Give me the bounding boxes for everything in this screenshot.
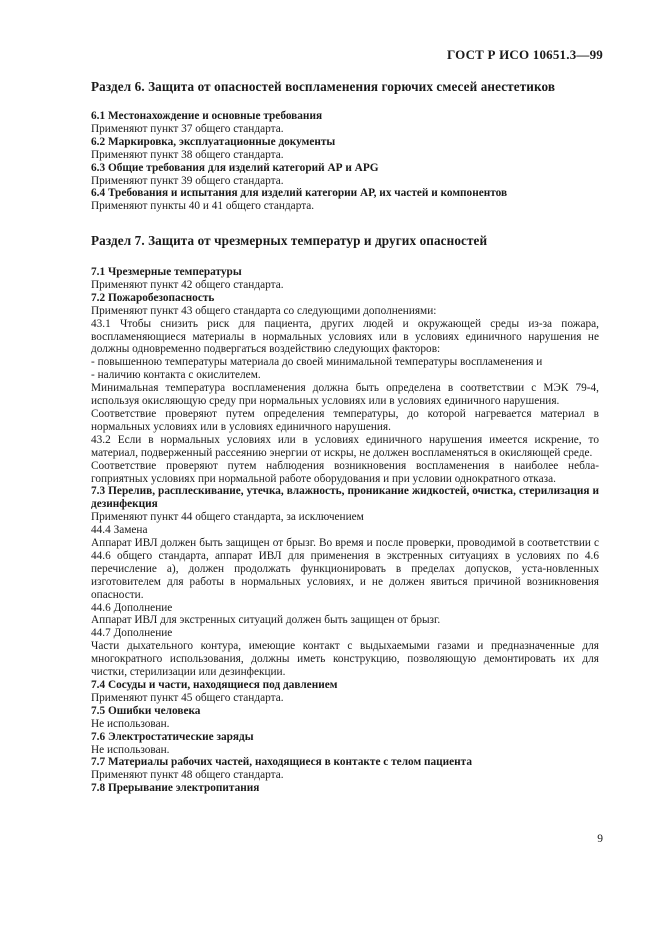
section-7-title: Раздел 7. Защита от чрезмерных температур и других опасностей	[91, 233, 488, 248]
subitem-44-6: 44.6 Дополнение	[91, 601, 173, 614]
item-7-1-text: Применяют пункт 42 общего стандарта.	[91, 278, 284, 291]
standard-code-header: ГОСТ Р ИСО 10651.3—99	[446, 47, 603, 62]
page-number: 9	[597, 833, 603, 845]
item-7-1-heading: 7.1 Чрезмерные температуры	[91, 266, 242, 278]
subitem-44-7: 44.7 Дополнение	[91, 627, 173, 640]
item-7-7-text: Применяют пункт 48 общего стандарта.	[91, 769, 284, 782]
item-7-3-text: Применяют пункт 44 общего стандарта, за исключением	[91, 511, 364, 524]
item-6-4-text: Применяют пункты 40 и 41 общего стандарта.	[91, 200, 315, 213]
item-7-5-heading: 7.5 Ошибки человека	[91, 704, 201, 717]
item-7-6-text: Не использован.	[91, 743, 170, 756]
item-7-2-heading: 7.2 Пожаробезопасность	[91, 291, 215, 304]
item-6-2-text: Применяют пункт 38 общего стандарта.	[91, 148, 284, 161]
subitem-44-4: 44.4 Замена	[91, 524, 148, 537]
para-44-4: Аппарат ИВЛ должен быть защищен от брызг. Во время и после проверки, проводимой в соответствии с 44.6 общего стандарта, аппарат ИВЛ для применения в экстренных ситуациях в условиях по 4.6 перечисление а), должен продолжать функционировать в пределах допусков, уста-новленных изготовителем для работы в нормальных условиях, и не должен явиться причиной возникновения опасности.	[91, 537, 599, 601]
item-6-1-text: Применяют пункт 37 общего стандарта.	[91, 122, 284, 135]
item-7-2-text: Применяют пункт 43 общего стандарта со следующими дополнениями:	[91, 304, 437, 317]
para-44-6: Аппарат ИВЛ для экстренных ситуаций должен быть защищен от брызг.	[91, 614, 441, 627]
item-6-3-text: Применяют пункт 39 общего стандарта.	[91, 174, 284, 187]
item-7-4-heading: 7.4 Сосуды и части, находящиеся под давлением	[91, 679, 338, 691]
item-6-1-heading: 6.1 Местонахождение и основные требования	[91, 110, 323, 122]
para-43-2: 43.2 Если в нормальных условиях или в условиях единичного нарушения имеется искрение, то материал, подверженный рассеянию энергии от искры, не должен воспламеняться в окисляющей среде.	[91, 433, 599, 459]
para-compliance-2: Соответствие проверяют путем наблюдения возникновения воспламенения в наиболее небла-гоприятных условиях при нормальной работе оборудования и при условии однократного отказа.	[91, 459, 599, 485]
dash-item-1: - повышенною температуры материала до своей минимальной температуры воспламенения и	[91, 356, 543, 369]
item-6-3-heading: 6.3 Общие требования для изделий категорий АР и APG	[91, 161, 379, 174]
item-7-3-heading: 7.3 Перелив, расплескивание, утечка, влажность, проникание жидкостей, очистка, стерилизация и дезинфекция	[91, 485, 599, 511]
section-6-items	[91, 110, 599, 213]
item-6-2-heading: 6.2 Маркировка, эксплуатационные документы	[91, 135, 336, 148]
para-min-temperature: Минимальная температура воспламенения должна быть определена в соответствии с МЭК 79-4, используя окисляющую среду при нормальных условиях или в условиях единичного нарушения.	[91, 382, 599, 408]
para-43-1: 43.1 Чтобы снизить риск для пациента, других людей и окружающей среды из-за пожара, воспламеняющиеся материалы в нормальных условиях или в условиях единичного нарушения не должны одновременно подвергаться воздействию следующих факторов:	[91, 317, 599, 356]
item-6-4-heading: 6.4 Требования и испытания для изделий категории АР, их частей и компонентов	[91, 187, 508, 200]
item-7-8-heading: 7.8 Прерывание электропитания	[91, 782, 260, 795]
dash-item-2: - наличию контакта с окислителем.	[91, 369, 261, 382]
item-7-5-text: Не использован.	[91, 717, 170, 730]
item-7-6-heading: 7.6 Электростатические заряды	[91, 730, 254, 743]
item-7-4-text: Применяют пункт 45 общего стандарта.	[91, 691, 284, 704]
para-compliance-1: Соответствие проверяют путем определения температуры, до которой нагревается материал в нормальных условиях или в условиях единичного нарушения.	[91, 407, 599, 433]
item-7-7-heading: 7.7 Материалы рабочих частей, находящиеся в контакте с телом пациента	[91, 756, 473, 769]
para-44-7: Части дыхательного контура, имеющие контакт с выдыхаемыми газами и предназначенные для многократного использования, должны иметь конструкцию, позволяющую демонтировать их для чистки, стерилизации или дезинфекции.	[91, 640, 599, 679]
section-7-body	[91, 266, 599, 795]
section-6-title: Раздел 6. Защита от опасностей воспламенения горючих смесей анестетиков	[91, 79, 556, 94]
